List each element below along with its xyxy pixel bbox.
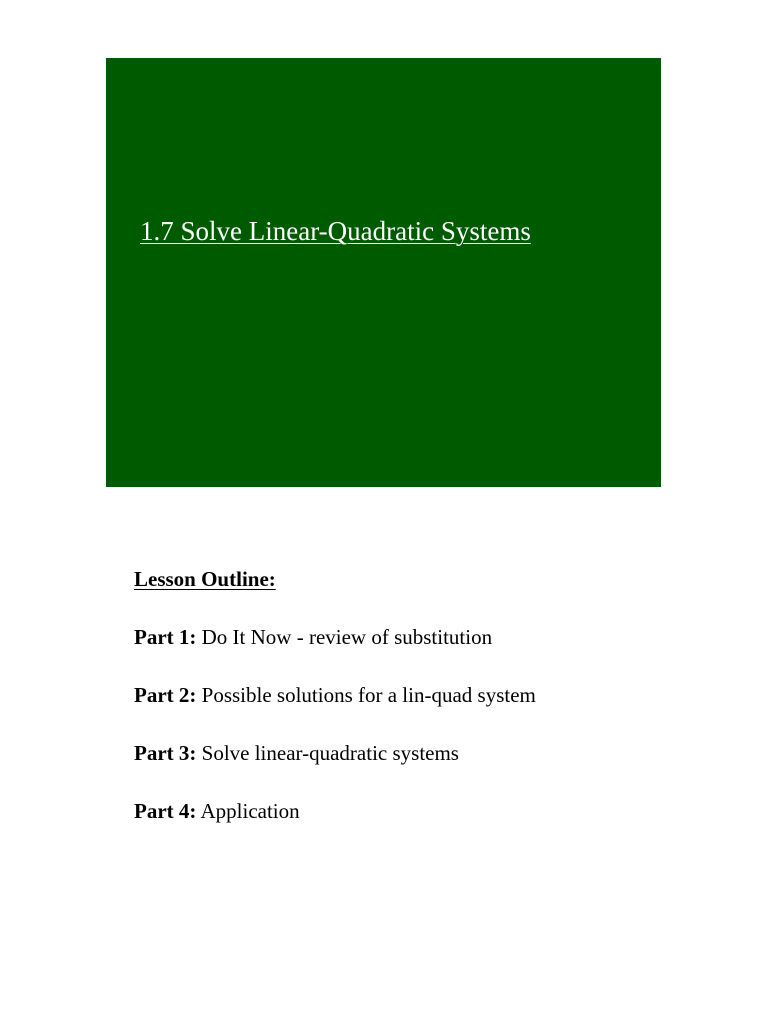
outline-item-part-2 bbox=[134, 681, 694, 709]
part-label: Part 3: bbox=[134, 741, 197, 765]
part-description: Do It Now - review of substitution bbox=[201, 625, 493, 649]
outline-heading: Lesson Outline: bbox=[134, 567, 276, 591]
part-label: Part 4: bbox=[134, 799, 197, 823]
part-label: Part 2: bbox=[134, 683, 197, 707]
slide-title: 1.7 Solve Linear-Quadratic Systems bbox=[140, 216, 531, 246]
outline-item-part-3 bbox=[134, 739, 694, 767]
part-description: Application bbox=[200, 799, 300, 823]
part-label: Part 1: bbox=[134, 625, 197, 649]
lesson-outline bbox=[134, 565, 694, 855]
title-slide bbox=[106, 58, 661, 487]
outline-item-part-1 bbox=[134, 623, 694, 651]
part-description: Possible solutions for a lin-quad system bbox=[201, 683, 536, 707]
part-description: Solve linear-quadratic systems bbox=[201, 741, 459, 765]
outline-item-part-4 bbox=[134, 797, 694, 825]
